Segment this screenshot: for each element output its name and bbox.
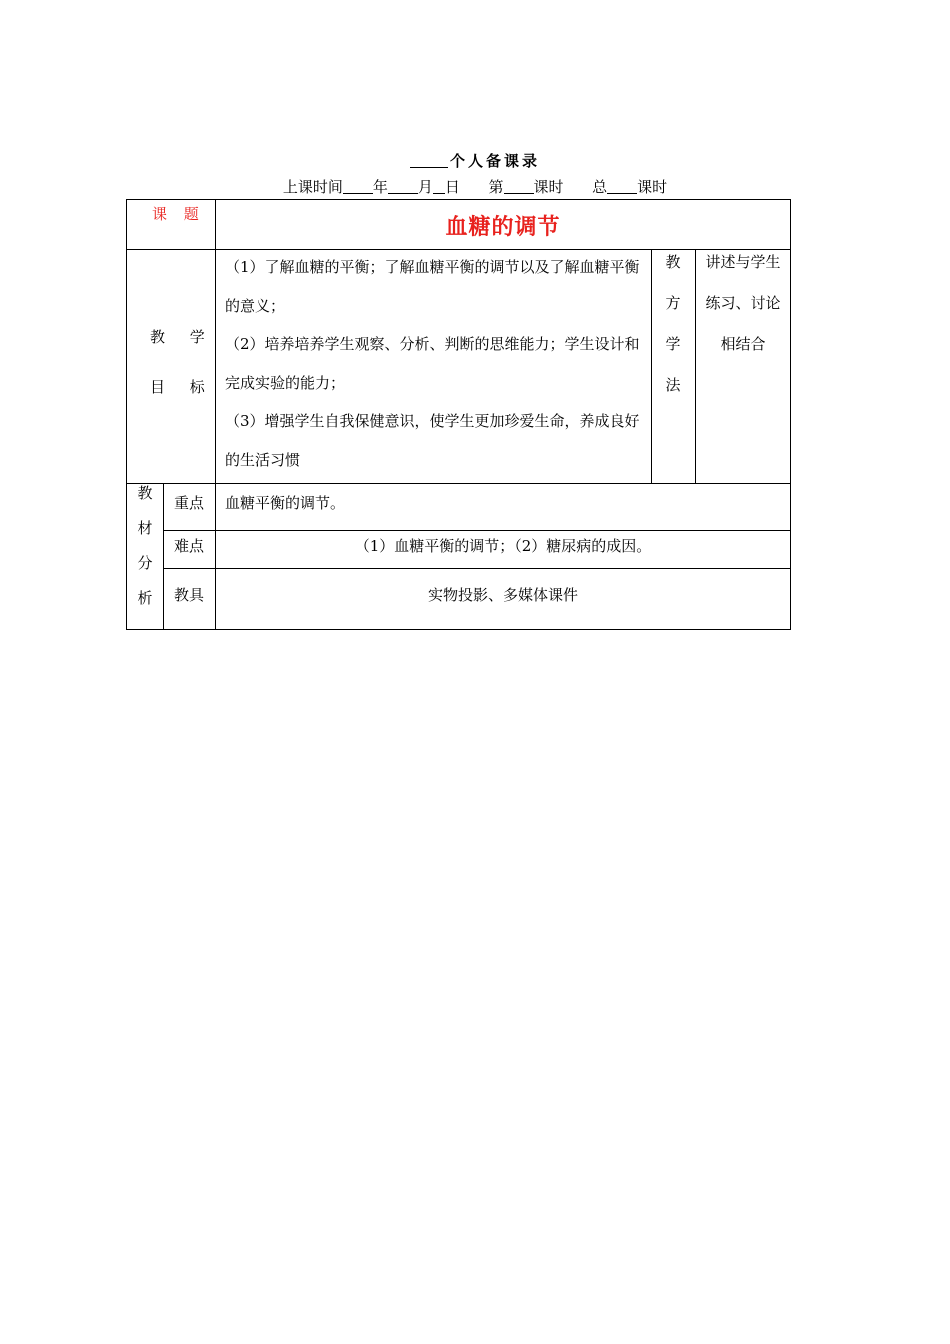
table-divider <box>163 568 791 569</box>
lesson-unit-label: 课时 <box>533 178 564 196</box>
month-label: 月 <box>417 178 433 196</box>
total-unit-label: 课时 <box>637 178 668 196</box>
goal-item: （1）了解血糖的平衡；了解血糖平衡的调节以及了解血糖平衡的意义； <box>225 258 640 315</box>
day-blank <box>433 179 445 194</box>
goal-item: （3）增强学生自我保健意识，使学生更加珍爱生命，养成良好的生活习惯 <box>225 412 640 469</box>
page-title <box>0 150 950 171</box>
total-label: 总 <box>592 178 608 196</box>
analysis-label-char: 材 <box>137 519 153 537</box>
table-border-top <box>126 199 791 200</box>
table-border-left <box>126 199 127 630</box>
method-label-char: 学 <box>665 335 681 353</box>
tools-label: 教具 <box>174 586 205 604</box>
year-label: 年 <box>372 178 388 196</box>
table-divider <box>163 530 791 531</box>
table-divider <box>695 249 696 484</box>
day-label: 日 <box>444 178 460 196</box>
key-point-label: 重点 <box>174 494 205 512</box>
method-label-char: 方 <box>665 294 681 312</box>
difficulty-text: （1）血糖平衡的调节；（2）糖尿病的成因。 <box>354 537 652 555</box>
teaching-goals <box>225 248 645 479</box>
analysis-label <box>135 476 155 616</box>
table-divider <box>215 199 216 484</box>
analysis-label-char: 析 <box>137 589 153 607</box>
method-label-char: 教 <box>665 253 681 271</box>
table-border-right <box>790 199 791 630</box>
table-divider <box>163 483 164 630</box>
goal-item: （2）培养培养学生观察、分析、判断的思维能力；学生设计和完成实验的能力； <box>225 335 640 392</box>
year-blank <box>343 179 373 194</box>
key-point-text: 血糖平衡的调节。 <box>225 494 346 512</box>
time-label: 上课时间 <box>282 178 343 196</box>
total-blank <box>607 179 637 194</box>
analysis-label-char: 教 <box>137 484 153 502</box>
table-divider <box>126 483 791 484</box>
lesson-number-blank <box>504 179 534 194</box>
goals-label-line1: 教 学 <box>150 328 215 346</box>
month-blank <box>388 179 418 194</box>
table-border-bottom <box>126 629 791 630</box>
topic-label: 课 题 <box>152 205 205 223</box>
lesson-number-label: 第 <box>488 178 504 196</box>
table-divider <box>215 483 216 630</box>
analysis-label-char: 分 <box>137 554 153 572</box>
title-blank <box>410 167 448 168</box>
method-text: 讲述与学生练习、讨论相结合 <box>705 253 781 353</box>
topic-title: 血糖的调节 <box>445 214 561 240</box>
method-label <box>663 242 683 406</box>
method-label-char: 法 <box>665 376 681 394</box>
difficulty-label: 难点 <box>174 537 205 555</box>
title-text: 个人备课录 <box>449 152 540 170</box>
lesson-info-line <box>0 176 950 197</box>
table-divider <box>651 249 652 484</box>
tools-text: 实物投影、多媒体课件 <box>427 586 578 604</box>
goals-label-line2: 目 标 <box>150 378 215 396</box>
